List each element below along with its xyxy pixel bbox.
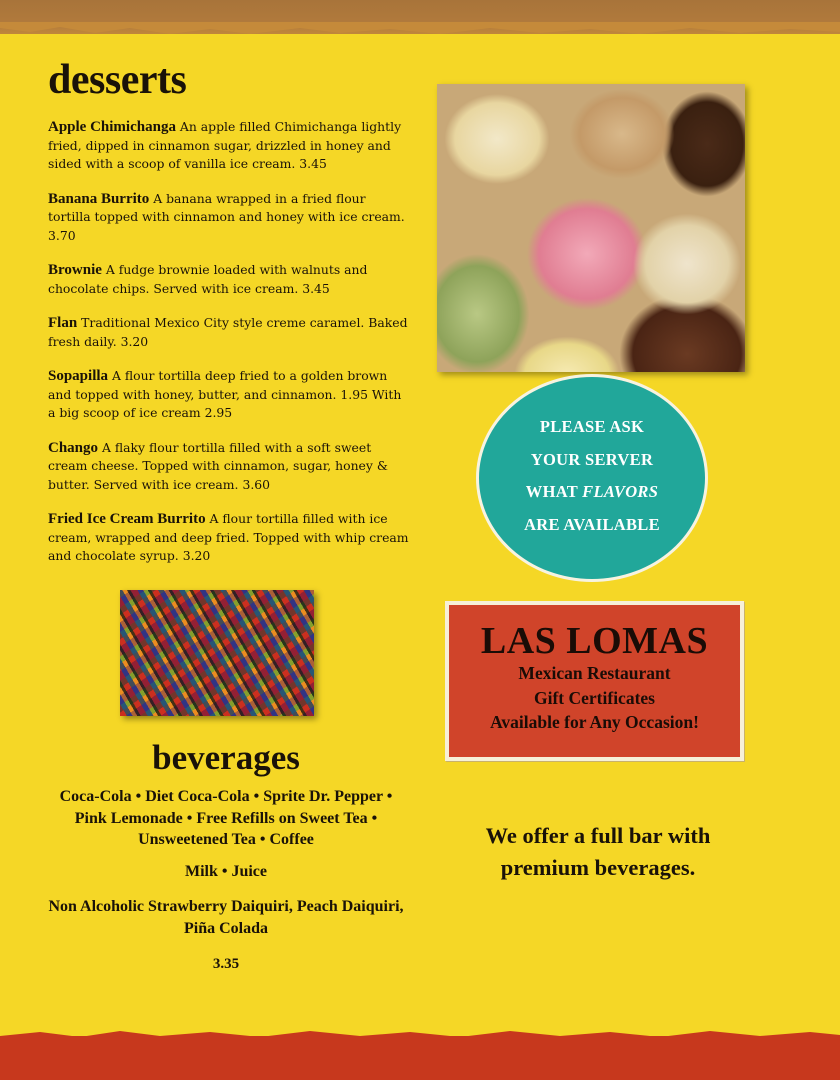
dessert-item [48,314,410,351]
dessert-item [48,118,410,174]
dessert-description: A flaky flour tortilla filled with a soft sweet cream cheese. Topped with cinnamon, sugar, honey & butter. Served with ice cream. 3.60 [48,439,388,492]
top-border-band [0,0,840,34]
dessert-description: Traditional Mexico City style creme caramel. Baked fresh daily. 3.20 [48,315,408,349]
badge-line: YOUR SERVER [530,449,654,469]
badge-line: PLEASE ASK [539,417,645,436]
dessert-name: Brownie [48,262,102,278]
dessert-description: A flour tortilla filled with ice cream, wrapped and deep fried. Topped with whip cream and chocolate syrup. 3.20 [48,511,409,563]
dessert-item [48,439,410,495]
gift-certificate-title: LAS LOMAS [480,620,709,662]
woven-textiles-photo [120,590,314,716]
dessert-name: Sopapilla [48,368,109,384]
dessert-item [48,261,410,298]
full-bar-note [440,820,756,884]
dessert-name: Flan [48,315,78,331]
full-bar-line: premium beverages. [500,855,696,880]
beverages-heading: beverages [152,738,300,777]
beverages-price: 3.35 [212,956,240,972]
dessert-item [48,510,410,566]
desserts-heading: desserts [48,57,187,103]
ask-server-flavors-badge [476,374,708,582]
bottom-band-rough-edge [0,1028,840,1042]
gift-certificate-box [445,601,744,761]
dessert-list [48,118,410,582]
dessert-description: A banana wrapped in a fried flour tortilla topped with cinnamon and honey with ice cream. 3.70 [48,190,405,243]
ice-cream-photo [437,84,745,372]
dessert-name: Fried Ice Cream Burrito [48,511,206,527]
beverages-milk-juice: Milk • Juice [184,863,268,880]
dessert-name: Apple Chimichanga [48,119,176,135]
dessert-description: A fudge brownie loaded with walnuts and chocolate chips. Served with ice cream. 3.45 [48,262,368,296]
badge-line: ARE AVAILABLE [524,514,660,534]
badge-flavors-word: FLAVORS [582,482,659,501]
bottom-border-band [0,1036,840,1080]
dessert-item [48,190,410,246]
badge-line [479,476,705,509]
badge-line-text: WHAT [525,482,583,501]
dessert-name: Chango [48,439,99,456]
dessert-description: A flour tortilla deep fried to a golden brown and topped with honey, butter, and cinnamon. 1.95 With a big scoop of ice cream 2.95 [48,368,402,420]
gift-certificate-line: Gift Certificates [534,687,655,708]
beverages-list: Coca-Cola • Diet Coca-Cola • Sprite Dr. Pepper • Pink Lemonade • Free Refills on Sweet Tea • Unsweetened Tea • Coffee [59,788,393,848]
dessert-name: Banana Burrito [48,190,150,207]
beverages-non-alcoholic: Non Alcoholic Strawberry Daiquiri, Peach Daiquiri, Piña Colada [48,898,404,937]
dessert-description: An apple filled Chimichanga lightly fried, dipped in cinnamon sugar, drizzled in honey and sided with a scoop of vanilla ice cream. 3.45 [48,119,402,171]
dessert-item [48,367,410,423]
gift-certificate-line: Available for Any Occasion! [490,712,699,732]
full-bar-line: We offer a full bar with [485,823,711,848]
gift-certificate-line: Mexican Restaurant [518,663,671,683]
